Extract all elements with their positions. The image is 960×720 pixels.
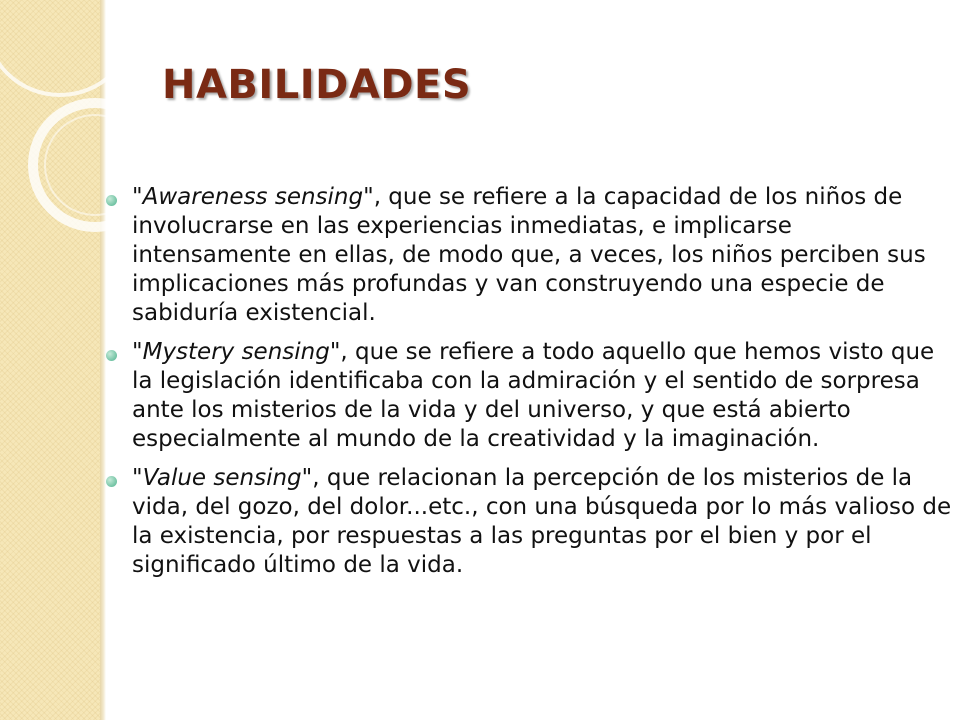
decorative-band — [0, 0, 100, 720]
item-text: ", que relacionan la percepción de los misterios de la vida, del gozo, del dolor...etc., con una búsqueda por lo más valioso de la existencia, por respuestas a las preguntas por el bien y por el significado último de la vida. — [132, 465, 952, 578]
bullet-icon — [106, 350, 117, 361]
term: Mystery sensing — [142, 339, 330, 365]
page-title: HABILIDADES — [162, 62, 472, 108]
bullet-icon — [106, 476, 117, 487]
item-text: ", que se refiere a todo aquello que hemos visto que la legislación identificaba con la admiración y el sentido de sorpresa ante los misterios de la vida y del universo, y que está abierto especialmente al mundo de la creatividad y la imaginación. — [132, 339, 935, 452]
bullet-list — [106, 183, 956, 590]
open-quote: " — [132, 184, 143, 210]
list-item — [106, 464, 956, 580]
open-quote: " — [132, 339, 143, 365]
item-text: ", que se refiere a la capacidad de los niños de involucrarse en las experiencias inmediatas, e implicarse intensamente en ellas, de modo que, a veces, los niños perciben sus implicaciones más profundas y van construyendo una especie de sabiduría existencial. — [132, 184, 926, 326]
term: Awareness sensing — [142, 184, 364, 210]
list-item — [106, 183, 956, 328]
bullet-icon — [106, 195, 117, 206]
open-quote: " — [132, 465, 143, 491]
term: Value sensing — [142, 465, 302, 491]
list-item — [106, 338, 956, 454]
